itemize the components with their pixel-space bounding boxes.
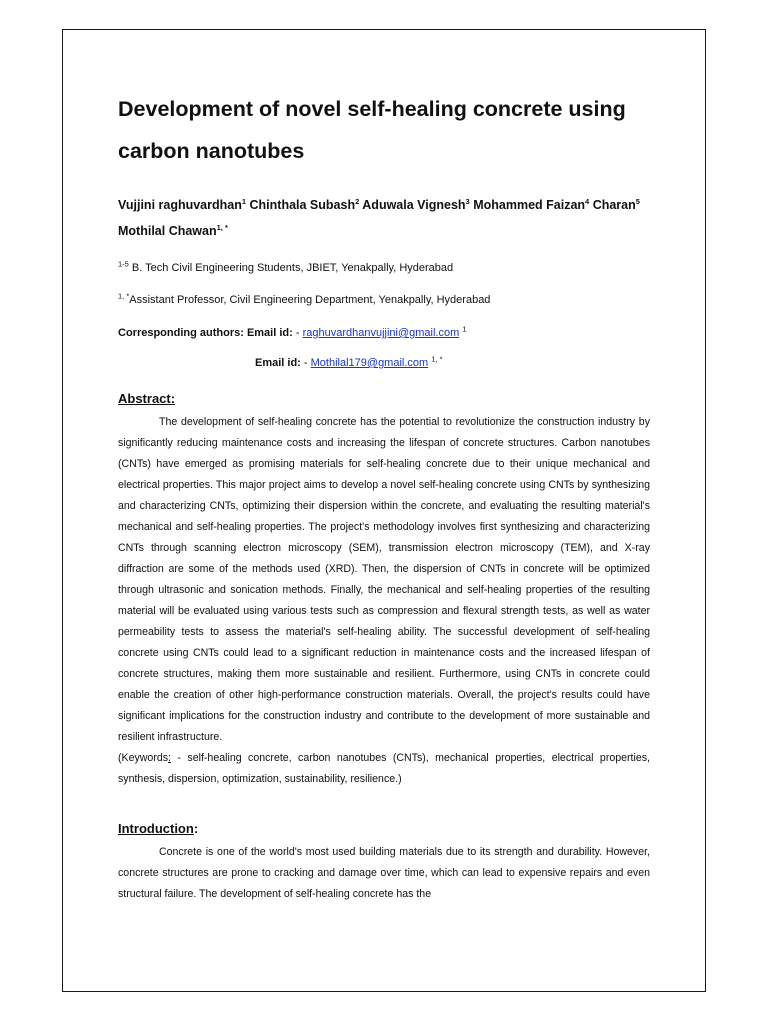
paper-content [118,88,650,905]
author-sup: 1, * [216,222,228,232]
author-name: Charan [592,198,636,212]
author-name: Vujjini raghuvardhan [118,198,242,212]
introduction-heading-colon: : [193,821,199,836]
corresponding-label: Corresponding authors: Email id: [118,327,296,339]
email-sup: 1 [462,324,467,334]
author-name: Chinthala Subash [249,198,356,212]
paper-title: Development of novel self-healing concrete using carbon nanotubes [118,97,626,163]
author-sup: 4 [585,196,590,206]
author-sup: 1 [241,196,247,206]
corresponding-email-line [118,325,650,341]
email-link-mothilal[interactable]: Mothilal179@gmail.com [310,357,429,369]
email-dash: - [295,327,303,339]
email-dash: - [303,357,311,369]
affiliation-text: B. Tech Civil Engineering Students, JBIET, Yenakpally, Hyderabad [128,262,454,274]
author-sup: 2 [355,196,360,206]
affiliation-professor [118,292,650,308]
author-list [118,192,650,244]
author-name: Mohammed Faizan [473,198,586,212]
introduction-heading-text: Introduction [118,821,194,836]
author-name: Mothilal Chawan [118,224,217,238]
keywords-text: - self-healing concrete, carbon nanotubes (CNTs), mechanical properties, electrical properties, synthesis, dispersion, optimization, sustainability, resilience.) [118,752,650,785]
affiliation-sup: 1, * [118,291,130,301]
abstract-text: The development of self-healing concrete has the potential to revolutionize the construction industry by significantly reducing maintenance costs and increasing the lifespan of concrete structures. Carbon nanotubes (CNTs) have emerged as promising materials for self-healing concrete due to their unique mechanical and electrical properties. This major project aims to develop a novel self-healing concrete using CNTs by synthesizing and characterizing CNTs, optimizing their dispersion within the concrete, and evaluating the resulting material's mechanical and self-healing properties. The project's methodology involves first synthesizing and characterizing CNTs through scanning electron microscopy (SEM), transmission electron microscopy (TEM), and X-ray diffraction are some of the methods used (XRD). Then, the dispersion of CNTs in concrete will be optimized through ultrasonic and sonication methods. Finally, the mechanical and self-healing properties of the resulting material will be evaluated using various tests such as compression and flexural strength tests, as well as water permeability tests to assess the material's self-healing ability. The successful development of self-healing concrete using CNTs could lead to a significant reduction in maintenance costs and the increased lifespan of concrete structures, making them more sustainable and resilient. Furthermore, using CNTs in concrete could enable the creation of other high-performance construction materials. Overall, the project's results could have significant implications for the construction industry and contribute to the development of more sustainable and resilient infrastructure. [118,416,650,743]
affiliation-students [118,260,650,276]
affiliation-sup: 1-5 [118,259,129,269]
keywords-colon: : [168,752,171,764]
keywords-label: (Keywords [118,752,169,764]
email-link-raghuvardhan[interactable]: raghuvardhanvujjini@gmail.com [302,327,460,339]
abstract-heading: Abstract: [118,391,176,406]
keywords [118,748,650,790]
second-email-line [118,355,650,371]
email-sup: 1, * [431,354,443,364]
author-sup: 5 [635,196,640,206]
affiliation-text: Assistant Professor, Civil Engineering Department, Yenakpally, Hyderabad [129,294,491,306]
email-label: Email id: [255,357,304,369]
introduction-text: Concrete is one of the world's most used building materials due to its strength and durability. However, concrete structures are prone to cracking and damage over time, which can lead to expensive repairs and even structural failure. The development of self-healing concrete has the [118,846,650,900]
author-name: Aduwala Vignesh [362,198,466,212]
author-sup: 3 [465,196,470,206]
introduction-heading [118,820,650,838]
